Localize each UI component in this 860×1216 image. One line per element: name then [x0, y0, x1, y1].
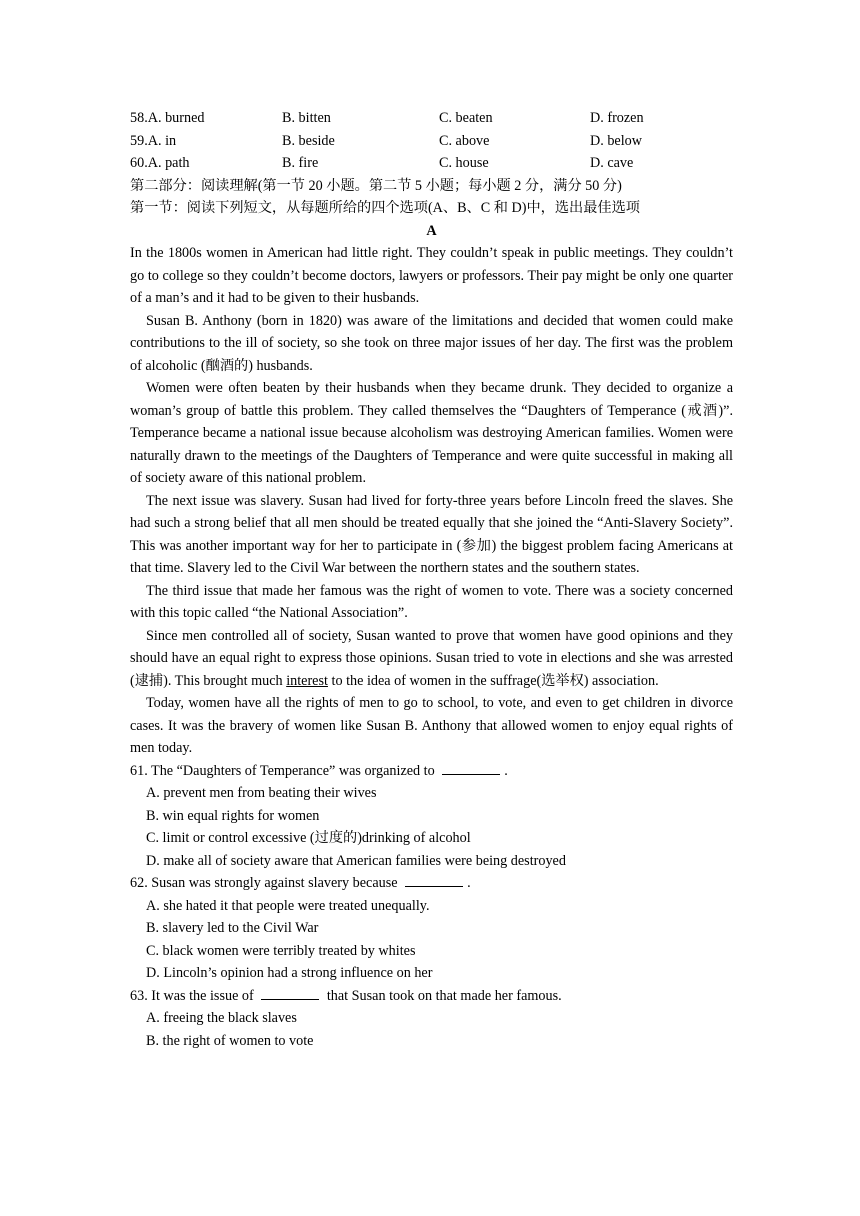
option-59-d: D. below — [590, 132, 643, 149]
option-60-c: C. house — [439, 155, 489, 171]
underlined-word: interest — [286, 672, 328, 689]
paragraph-7: Today, women have all the rights of men to go to school, to vote, and even to get children in divorce cases. It was the bravery of women like Susan B. Anthony that allowed women to enjoy equal rights of men today. — [130, 695, 733, 756]
question-61-option-a: A. prevent men from beating their wives — [146, 785, 377, 801]
option-60-a: 60.A. path — [130, 155, 190, 171]
answer-blank — [442, 760, 500, 775]
paragraph-6-text-end: to the idea of women in the suffrage(选举权) association. — [327, 672, 659, 689]
question-63-option-b: B. the right of women to vote — [146, 1032, 314, 1049]
question-62-option-c: C. black women were terribly treated by whites — [146, 942, 416, 959]
question-62-option-a: A. she hated it that people were treated unequally. — [146, 897, 430, 914]
option-58-d: D. frozen — [590, 110, 644, 126]
section-heading: 第二部分：阅读理解(第一节 20 小题。第二节 5 小题；每小题 2 分，满分 50 分) — [130, 177, 622, 194]
paragraph-5: The third issue that made her famous was the right of women to vote. There was a society concerned with this topic called “the National Association”. — [130, 582, 733, 621]
option-59-c: C. above — [439, 132, 490, 149]
option-59-a: 59.A. in — [130, 132, 177, 149]
paragraph-6-text-start: Since men controlled all of society, Susan wanted to prove that women have good opinions and they should have an equal right to express those opinions. Susan tried to vote in elections and she was arrested (逮捕). This brought much — [130, 627, 733, 689]
question-61-option-c: C. limit or control excessive (过度的)drinking of alcohol — [146, 830, 471, 846]
question-61-option-d: D. make all of society aware that American families were being destroyed — [146, 852, 566, 869]
question-62-stem-end: . — [467, 875, 471, 891]
question-63-stem: 63. It was the issue of — [130, 987, 258, 1004]
answer-blank — [405, 872, 463, 887]
option-60-b: B. fire — [282, 155, 319, 171]
option-58-c: C. beaten — [439, 110, 493, 126]
question-62-option-d: D. Lincoln’s opinion had a strong influence on her — [146, 965, 433, 981]
question-61-stem: 61. The “Daughters of Temperance” was organized to — [130, 762, 439, 779]
question-62-stem: 62. Susan was strongly against slavery because — [130, 875, 402, 891]
option-58-a: 58.A. burned — [130, 110, 205, 126]
paragraph-1: In the 1800s women in American had little right. They couldn’t speak in public meetings. They couldn’t go to college so they couldn’t become doctors, lawyers or professors. Their pay might be only one quarter of a man’s and it had to be given to their husbands. — [130, 245, 733, 306]
paragraph-6 — [130, 625, 733, 693]
option-58-b: B. bitten — [282, 110, 331, 126]
section-instruction: 第一节：阅读下列短文，从每题所给的四个选项(A、B、C 和 D)中，选出最佳选项 — [130, 200, 640, 216]
question-63-stem-end: that Susan took on that made her famous. — [323, 987, 562, 1004]
question-63-option-a: A. freeing the black slaves — [146, 1010, 297, 1026]
question-62 — [130, 872, 733, 895]
option-60-d: D. cave — [590, 155, 634, 171]
cloze-options-58 — [130, 107, 733, 130]
question-63 — [130, 985, 733, 1008]
answer-blank — [261, 985, 319, 1000]
question-61 — [130, 760, 733, 783]
passage-title: A — [426, 222, 437, 239]
paragraph-3: Women were often beaten by their husbands when they became drunk. They decided to organize a woman’s group of battle this problem. They called themselves the “Daughters of Temperance (戒酒)”. Temperance became a national issue because alcoholism was destroying American families. Women were naturally drawn to the meetings of the Daughters of Temperance and were quite successful in making all of society aware of this national problem. — [130, 380, 733, 486]
paragraph-4: The next issue was slavery. Susan had lived for forty-three years before Lincoln freed the slaves. She had such a strong belief that all men should be treated equally that she joined the “Anti-Slavery Society”. This was another important way for her to participate in (参加) the biggest problem facing Americans at that time. Slavery led to the Civil War between the northern states and the southern states. — [130, 492, 733, 576]
paragraph-2: Susan B. Anthony (born in 1820) was aware of the limitations and decided that women could make contributions to the ill of society, so she took on three major issues of her day. The first was the problem of alcoholic (酗酒的) husbands. — [130, 312, 733, 374]
exam-page — [130, 107, 733, 1052]
cloze-options-60 — [130, 152, 733, 175]
cloze-options-59 — [130, 130, 733, 153]
question-61-stem-end: . — [504, 762, 508, 779]
option-59-b: B. beside — [282, 132, 335, 149]
question-62-option-b: B. slavery led to the Civil War — [146, 920, 319, 936]
question-61-option-b: B. win equal rights for women — [146, 807, 320, 824]
